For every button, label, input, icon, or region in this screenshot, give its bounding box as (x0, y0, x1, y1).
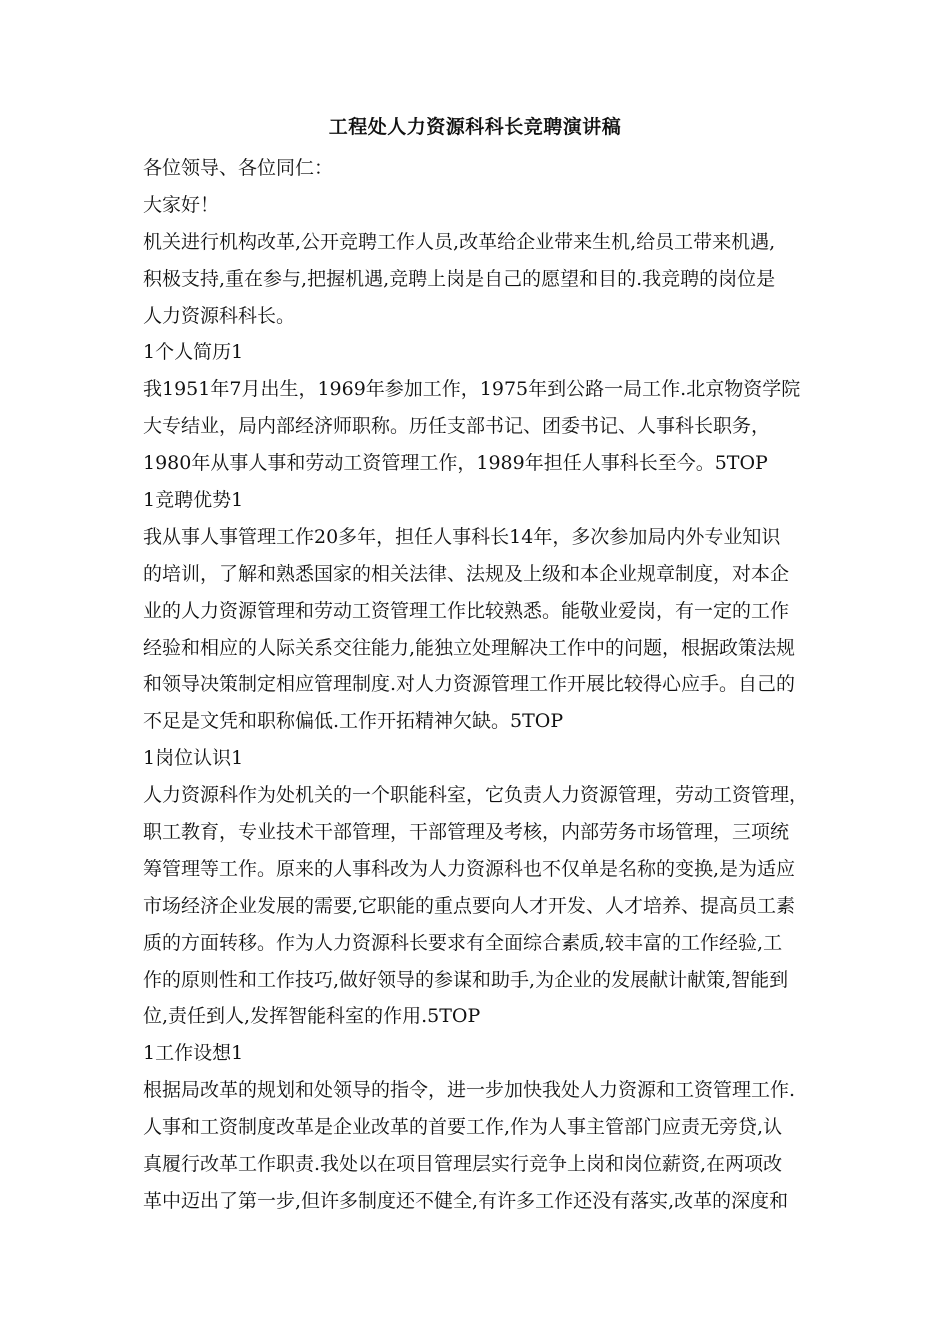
text-line: 大家好！ (143, 193, 220, 216)
text-line: 我从事人事管理工作20多年，担任人事科长14年，多次参加局内外专业知识 (143, 525, 781, 548)
text-line: 质的方面转移。作为人力资源科长要求有全面综合素质,较丰富的工作经验,工 (143, 931, 783, 954)
text-line: 不足是文凭和职称偏低.工作开拓精神欠缺。5TOP (143, 710, 564, 733)
text-line: 各位领导、各位同仁： (143, 157, 334, 179)
section-heading-position: 1岗位认识1 (143, 747, 244, 770)
text-line: 人力资源科作为处机关的一个职能科室，它负责人力资源管理，劳动工资管理， (143, 784, 809, 807)
text-line: 1980年从事人事和劳动工资管理工作，1989年担任人事科长至今。5TOP (143, 452, 768, 475)
text-line: 作的原则性和工作技巧,做好领导的参谋和助手,为企业的发展献计献策,智能到 (143, 968, 789, 991)
text-line: 业的人力资源管理和劳动工资管理工作比较熟悉。能敬业爱岗，有一定的工作 (143, 599, 790, 622)
document-body (143, 150, 813, 1220)
text-line: 革中迈出了第一步,但许多制度还不健全,有许多工作还没有落实,改革的深度和 (143, 1189, 789, 1212)
text-line: 经验和相应的人际关系交往能力,能独立处理解决工作中的问题，根据政策法规 (143, 636, 796, 659)
text-line: 真履行改革工作职责.我处以在项目管理层实行竞争上岗和岗位薪资,在两项改 (143, 1153, 783, 1176)
text-line: 职工教育，专业技术干部管理，干部管理及考核，内部劳务市场管理，三项统 (143, 821, 790, 844)
text-line: 位,责任到人,发挥智能科室的作用.5TOP (143, 1005, 481, 1028)
section-heading-resume: 1个人简历1 (143, 341, 244, 364)
text-line: 和领导决策制定相应管理制度.对人力资源管理工作开展比较得心应手。自己的 (143, 673, 796, 696)
text-line: 机关进行机构改革,公开竞聘工作人员,改革给企业带来生机,给员工带来机遇, (143, 230, 776, 253)
text-line: 积极支持,重在参与,把握机遇,竞聘上岗是自己的愿望和目的.我竞聘的岗位是 (143, 267, 776, 290)
text-line: 人力资源科科长。 (143, 304, 296, 327)
section-heading-plans: 1工作设想1 (143, 1042, 244, 1065)
section-heading-advantages: 1竞聘优势1 (143, 489, 244, 512)
text-line: 根据局改革的规划和处领导的指令，进一步加快我处人力资源和工资管理工作. (143, 1079, 796, 1102)
text-line: 市场经济企业发展的需要,它职能的重点要向人才开发、人才培养、提高员工素 (143, 894, 796, 917)
text-line: 大专结业，局内部经济师职称。历任支部书记、团委书记、人事科长职务， (143, 415, 771, 438)
text-line: 筹管理等工作。原来的人事科改为人力资源科也不仅单是名称的变换,是为适应 (143, 857, 796, 880)
text-line: 我1951年7月出生，1969年参加工作，1975年到公路一局工作.北京物资学院 (143, 378, 801, 401)
text-line: 的培训，了解和熟悉国家的相关法律、法规及上级和本企业规章制度，对本企 (143, 562, 790, 585)
document-title: 工程处人力资源科科长竞聘演讲稿 (328, 116, 622, 138)
text-line: 人事和工资制度改革是企业改革的首要工作,作为人事主管部门应责无旁贷,认 (143, 1116, 783, 1139)
